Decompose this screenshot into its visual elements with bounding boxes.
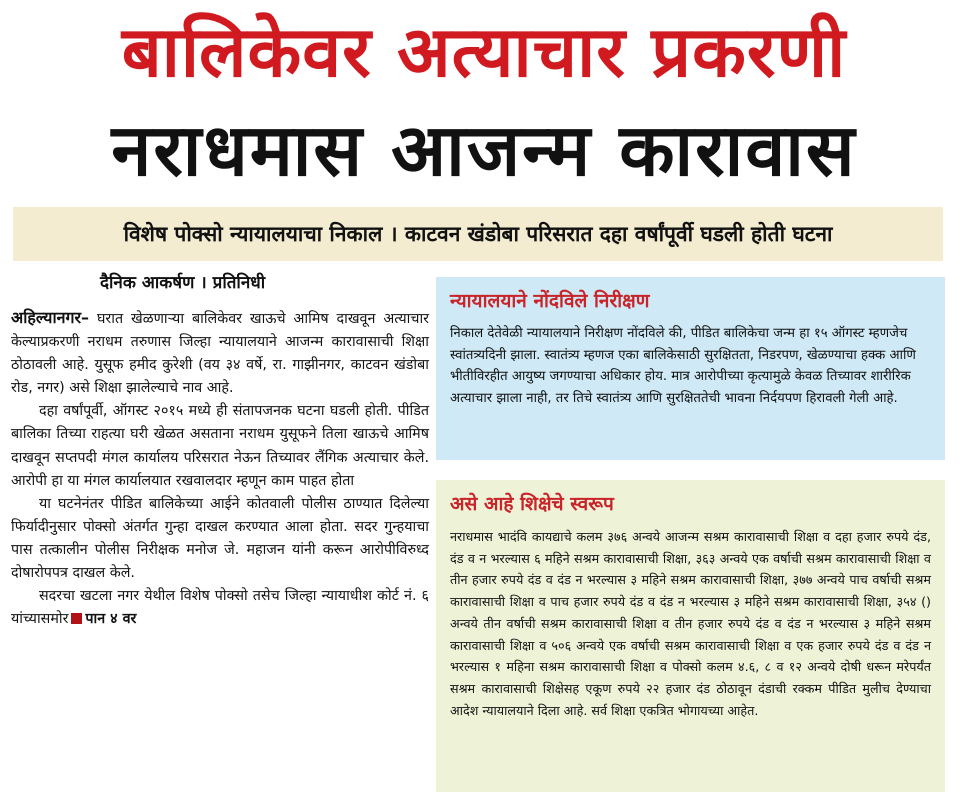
sentence-box-text: नराधमास भादंवि कायद्याचे कलम ३७६ अन्वये आजन्म सश्रम कारावासाची शिक्षा व दहा हजार रुपये दंड, दंड व न भरल्यास ६ महिने सश्रम कारावासाची शिक्षा, ३६३ अन्वये एक वर्षाची सश्रम कारावासाची शिक्षा व तीन हजार रुपये दंड व दंड न भरल्यास ३ महिने सश्रम कारावासाची शिक्षा, ३७७ अन्वये पाच वर्षाची सश्रम कारावासाची शिक्षा व पाच हजार रुपये दंड व दंड न भरल्यास ३ महिने सश्रम कारावासाची शिक्षा, ३५४ () अन्वये तीन वर्षाची सश्रम कारावासाची शिक्षा व तीन हजार रुपये दंड व दंड न भरल्यास ३ महिने सश्रम कारावासाची शिक्षा व ५०६ अन्वये एक वर्षाची सश्रम कारावासाची शिक्षा व एक हजार रुपये दंड व दंड न भरल्यास १ महिना सश्रम कारावासाची शिक्षा व पोक्सो कलम ४.६, ८ व १२ अन्वये दोषी धरून मरेपर्यंत सश्रम कारावासाची शिक्षेसह एकूण रुपये २२ हजार दंड ठोठावून दंडाची रक्कम पीडित मुलीच देण्याचा आदेश न्यायालयाने दिला आहे. सर्व शिक्षा एकत्रित भोगायच्या आहेत.: [450, 529, 931, 718]
article-paragraph-2: दहा वर्षांपूर्वी, ऑगस्ट २०१५ मध्ये ही संतापजनक घटना घडली होती. पीडित बालिका तिच्या राहत्या घरी खेळत असताना नराधम युसूफने तिला खाऊचे आमिष दाखवून सप्तपदी मंगल कार्यालय परिसरात नेऊन तिच्यावर लैंगिक अत्याचार केले. आरोपी हा या मंगल कार्यालयात रखवालदार म्हणून काम पाहत होता: [11, 403, 429, 489]
subheadline-bar: [13, 207, 943, 261]
dateline: अहिल्यानगर–: [11, 308, 90, 327]
observation-box-title: न्यायालयाने नोंदविले निरीक्षण: [450, 290, 650, 312]
article-body: [11, 306, 429, 631]
sentence-box: [436, 480, 945, 792]
continuation-square-icon: [71, 613, 82, 624]
article-paragraph-1-text: घरात खेळणाऱ्या बालिकेवर खाऊचे आमिष दाखवून अत्याचार केल्याप्रकरणी नराधम तरुणास जिल्हा न्यायालयाने आजन्म कारावासाची शिक्षा ठोठावली आहे. युसूफ हमीद कुरेशी (वय ३४ वर्षे, रा. गाझीनगर, काटवन खंडोबा रोड, नगर) असे शिक्षा झालेल्याचे नाव आहे.: [11, 311, 430, 397]
article-paragraph-3: या घटनेनंतर पीडित बालिकेच्या आईने कोतवाली पोलीस ठाण्यात दिलेल्या फिर्यादीनुसार पोक्सो अंतर्गत गुन्हा दाखल करण्यात आला होता. सदर गुन्हयाचा पास तत्कालीन पोलीस निरीक्षक मनोज जे. महाजन यांनी करून आरोपीविरुध्द दोषारोपपत्र दाखल केले.: [11, 495, 429, 582]
sentence-box-title: असे आहे शिक्षेचे स्वरूप: [450, 493, 614, 515]
subheadline-text: विशेष पोक्सो न्यायालयाचा निकाल । काटवन खंडोबा परिसरात दहा वर्षांपूर्वी घडली होती घटना: [123, 222, 833, 246]
article-paragraph-1: [11, 306, 429, 400]
observation-box: [436, 277, 945, 460]
byline: दैनिक आकर्षण । प्रतिनिधी: [100, 273, 266, 293]
article-paragraph-4: [11, 585, 429, 631]
article-paragraph-4-text: सदरचा खटला नगर येथील विशेष पोक्सो तसेच जिल्हा न्यायाधीश कोर्ट नं. ६ यांच्यासमोर: [11, 588, 429, 628]
continued-on-page-link[interactable]: पान ४ वर: [85, 611, 137, 628]
observation-box-body: [450, 323, 931, 410]
headline-line-1: बालिकेवर अत्याचार प्रकरणी: [121, 11, 847, 93]
sentence-box-body: [450, 526, 931, 721]
headline-line-2: नराधमास आजन्म कारावास: [111, 108, 857, 192]
observation-box-text: निकाल देतेवेळी न्यायालयाने निरीक्षण नोंदविले की, पीडित बालिकेचा जन्म हा १५ ऑगस्ट म्हणजेच स्वांतत्र्यदिनी झाला. स्वातंत्र्य म्हणज एका बालिकेसाठी सुरक्षितता, निडरपण, खेळण्याचा हक्क आणि भीतीविरहीत आयुष्य जगण्याचा अधिकार होय. मात्र आरोपीच्या कृत्यामुळे केवळ तिच्यावर शारीरिक अत्याचार झाला नाही, तर तिचे स्वातंत्र्य आणि सुरक्षिततेची भावना निर्दयपण हिरावली गेली आहे.: [450, 326, 916, 407]
